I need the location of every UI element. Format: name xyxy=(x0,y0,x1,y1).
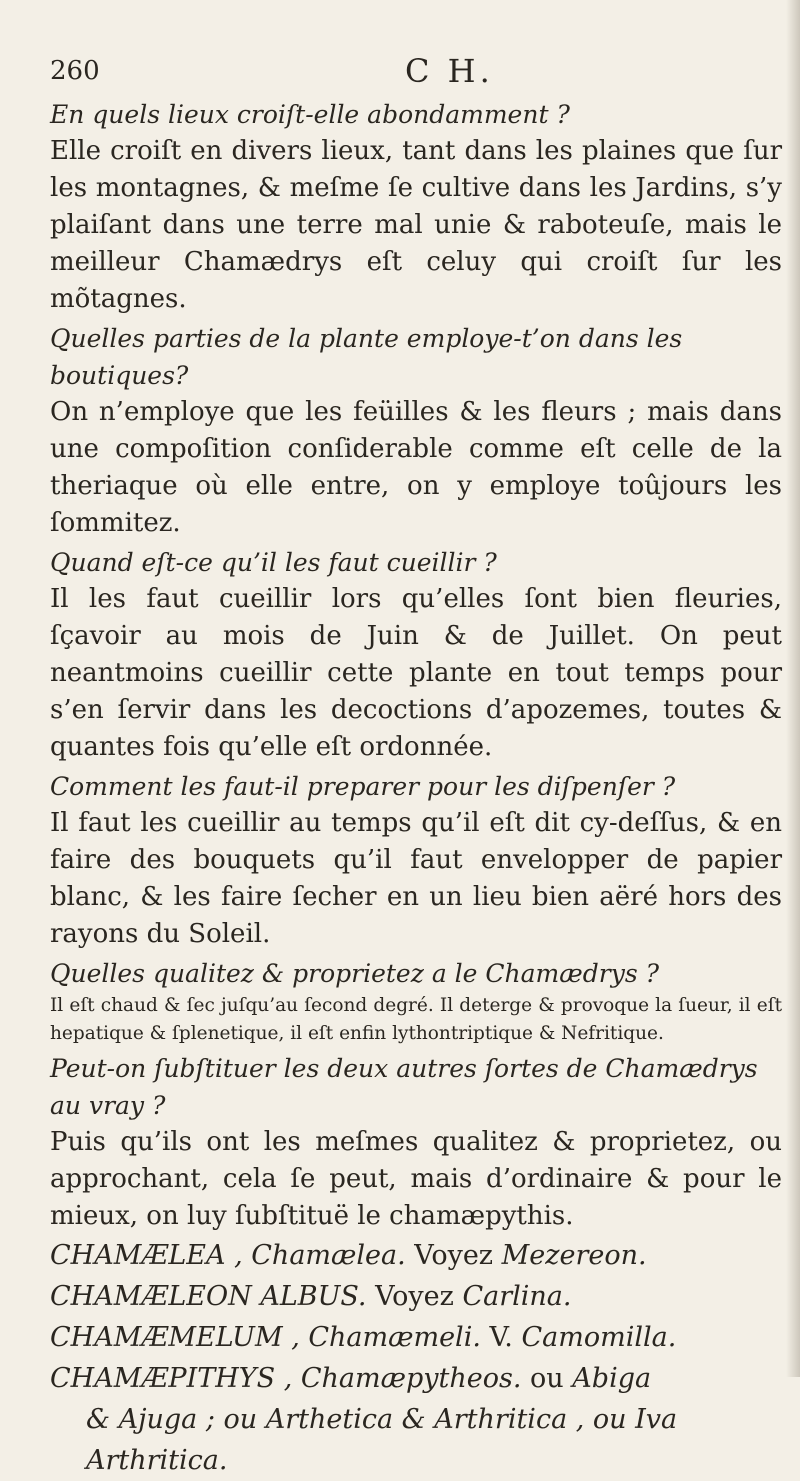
question-6: Peut-on ſubſtituer les deux autres ſortes de Chamædrys au vray ? xyxy=(50,1054,758,1120)
page-body xyxy=(50,96,782,1481)
page-header xyxy=(50,52,782,96)
dictionary-entry-chamaelea xyxy=(50,1235,782,1276)
answer-5: Il eſt chaud & ſec juſqu’au ſecond degré. Il deterge & provoque la ſueur, il eſt hepatique & ſplenetique, il eſt enfin lythontriptique & Nefritique. xyxy=(50,995,782,1044)
entry-latin: ALBUS. xyxy=(260,1281,367,1312)
entry-headword: CHAMÆLEA xyxy=(50,1240,226,1271)
entry-reference: Abiga xyxy=(572,1363,652,1394)
question-5: Quelles qualitez & proprietez a le Chamædrys ? xyxy=(50,959,660,988)
dictionary-entry-chamaemelum xyxy=(50,1317,782,1358)
answer-2: On n’employe que les feüilles & les fleurs ; mais dans une compoſition conſiderable comme eſt celle de la theriaque où elle entre, on y employe toûjours les ſommitez. xyxy=(50,397,782,538)
question-2: Quelles parties de la plante employe-t’on dans les boutiques? xyxy=(50,324,683,390)
entry-see: V. xyxy=(489,1322,513,1353)
entry-latin: , Chamælea. xyxy=(234,1240,406,1271)
entry-headword: CHAMÆPITHYS xyxy=(50,1363,276,1394)
page-number: 260 xyxy=(50,56,100,86)
entry-reference: Camomilla. xyxy=(521,1322,677,1353)
entry-latin: , Chamæmeli. xyxy=(291,1322,481,1353)
entry-or: ou xyxy=(530,1363,564,1394)
page-edge-shadow xyxy=(786,0,800,1377)
answer-3: Il les faut cueillir lors qu’elles ſont bien fleuries, ſçavoir au mois de Juin & de Juillet. On peut neantmoins cueillir cette plante en tout temps pour s’en ſervir dans les decoctions d’apozemes, toutes & quantes fois qu’elle eſt ordonnée. xyxy=(50,584,782,762)
dictionary-entry-chamaeleon xyxy=(50,1276,782,1317)
question-3: Quand eſt-ce qu’il les faut cueillir ? xyxy=(50,548,497,577)
answer-1: Elle croiſt en divers lieux, tant dans les plaines que ſur les montagnes, & meſme ſe cultive dans les Jardins, s’y plaiſant dans une terre mal unie & raboteuſe, mais le meilleur Chamædrys eſt celuy qui croiſt ſur les mõtagnes. xyxy=(50,136,782,314)
answer-4: Il faut les cueillir au temps qu’il eſt dit cy-deſſus, & en faire des bouquets qu’il faut envelopper de papier blanc, & les faire ſecher en un lieu bien aëré hors des rayons du Soleil. xyxy=(50,808,782,949)
answer-6: Puis qu’ils ont les meſmes qualitez & proprietez, ou approchant, cela ſe peut, mais d’ordinaire & pour le mieux, on luy ſubſtituë le chamæpythis. xyxy=(50,1127,782,1231)
question-4: Comment les faut-il preparer pour les diſpenſer ? xyxy=(50,772,676,801)
dictionary-entry-continuation: & Ajuga ; ou Arthetica & Arthritica , ou Iva Arthritica. xyxy=(86,1404,678,1476)
entry-headword: CHAMÆMELUM xyxy=(50,1322,283,1353)
running-head: C H. xyxy=(405,52,494,90)
entry-see: Voyez xyxy=(375,1281,454,1312)
entry-latin: , Chamæpytheos. xyxy=(283,1363,522,1394)
entry-reference: Mezereon. xyxy=(501,1240,647,1271)
entry-headword: CHAMÆLEON xyxy=(50,1281,252,1312)
question-1: En quels lieux croiſt-elle abondamment ? xyxy=(50,100,570,129)
entry-reference: Carlina. xyxy=(462,1281,572,1312)
dictionary-entry-chamaepithys xyxy=(50,1358,782,1399)
entry-see: Voyez xyxy=(414,1240,494,1271)
